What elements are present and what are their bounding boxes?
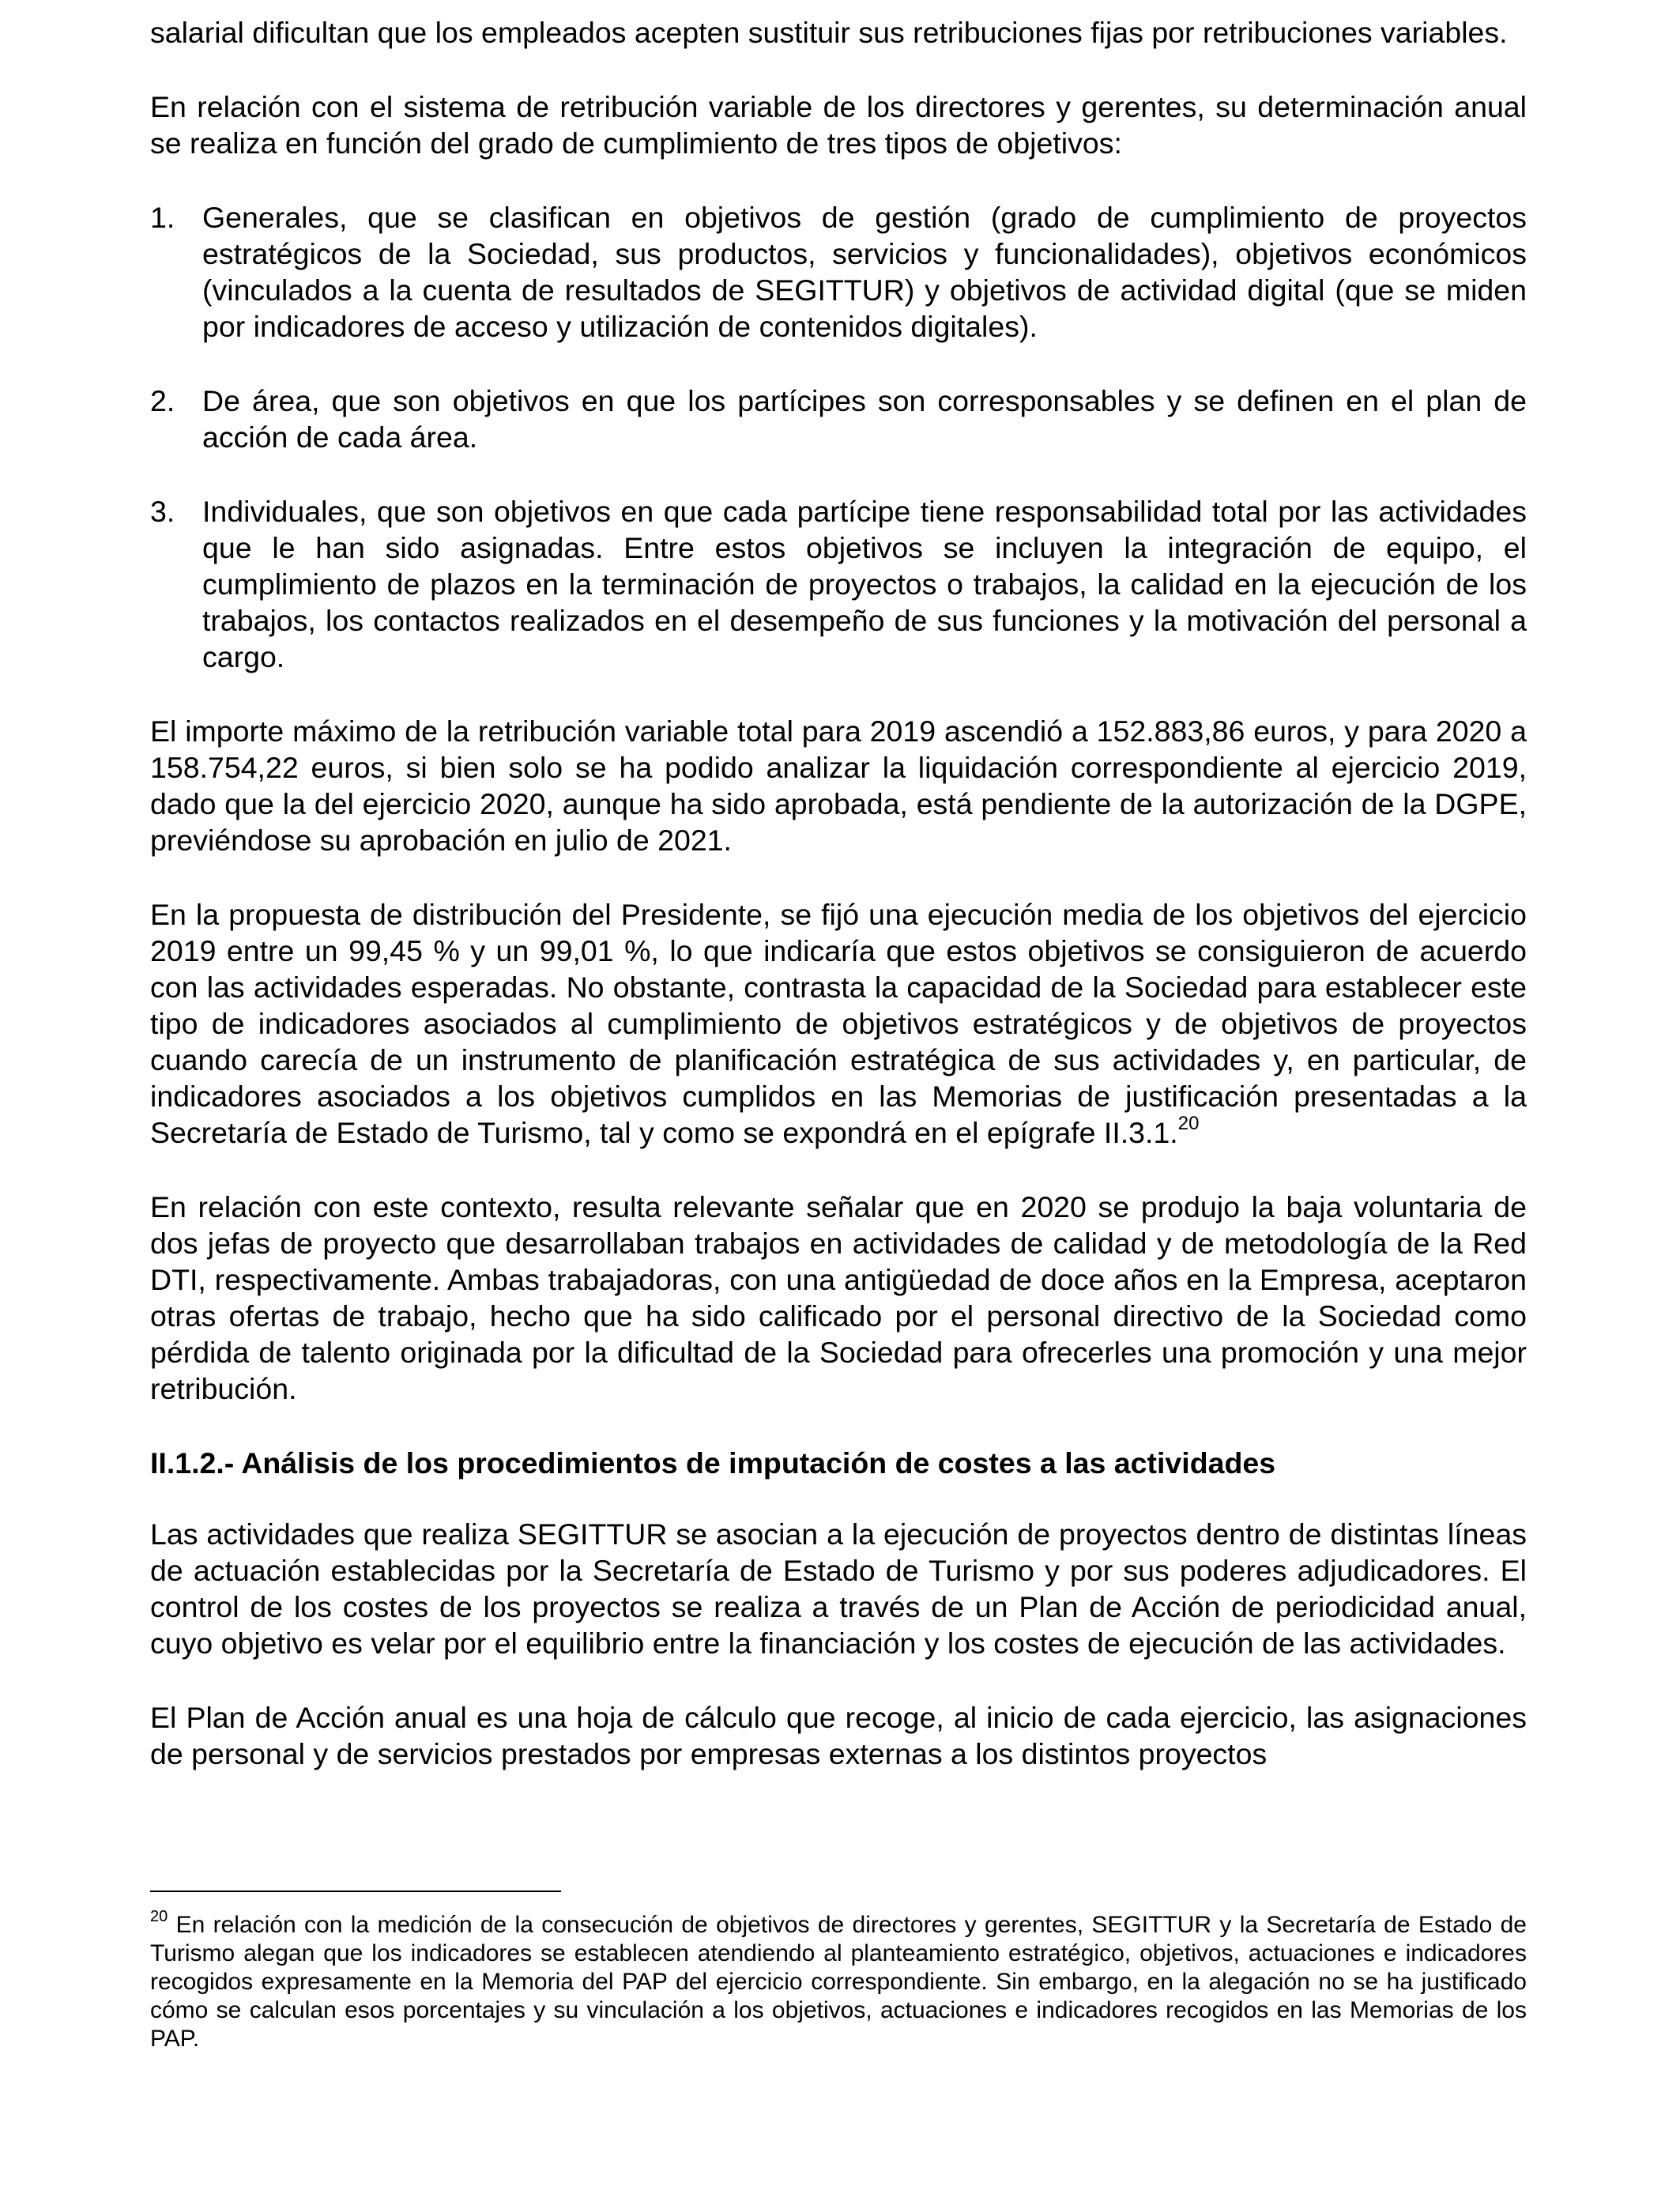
document-page [150,14,1527,1810]
paragraph: Las actividades que realiza SEGITTUR se asocian a la ejecución de proyectos dentro de distintas líneas de actuación establecidas por la Secretaría de Estado de Turismo y por sus poderes adjudicadores. El control de los costes de los proyectos se realiza a través de un Plan de Acción de periodicidad anual, cuyo objetivo es velar por el equilibrio entre la financiación y los costes de ejecución de las actividades. [150,1517,1527,1660]
paragraph: En relación con este contexto, resulta relevante señalar que en 2020 se produjo la baja voluntaria de dos jefas de proyecto que desarrollaban trabajos en actividades de calidad y de metodología de la Red DTI, respectivamente. Ambas trabajadoras, con una antigüedad de doce años en la Empresa, aceptaron otras ofertas de trabajo, hecho que ha sido calificado por el personal directivo de la Sociedad como pérdida de talento originada por la dificultad de la Sociedad para ofrecerles una promoción y una mejor retribución. [150,1190,1527,1405]
footnote-text: En relación con la medición de la consecución de objetivos de directores y gerentes, SEGITTUR y la Secretaría de Estado de Turismo alegan que los indicadores se establecen atendiendo al planteamiento estratégico, objetivos, actuaciones e indicadores recogidos expresamente en la Memoria del PAP del ejercicio correspondiente. Sin embargo, en la alegación no se ha justificado cómo se calculan esos porcentajes y su vinculación a los objetivos, actuaciones e indicadores recogidos en las Memorias de los PAP. [150,1912,1527,2052]
list-number: 3. [150,495,175,528]
list-number: 2. [150,384,175,417]
list-item [150,383,1527,455]
paragraph [150,896,1527,1151]
paragraph-text: En la propuesta de distribución del Presidente, se fijó una ejecución media de los objetivos del ejercicio 2019 entre un 99,45 % y un 99,01 %, lo que indicaría que estos objetivos se consiguieron de acuerdo con las actividades esperadas. No obstante, contrasta la capacidad de la Sociedad para establecer este tipo de indicadores asociados al cumplimiento de objetivos estratégicos y de objetivos de proyectos cuando carecía de un instrumento de planificación estratégica de sus actividades y, en particular, de indicadores asociados a los objetivos cumplidos en las Memorias de justificación presentadas a la Secretaría de Estado de Turismo, tal y como se expondrá en el epígrafe II.3.1. [150,898,1527,1149]
list-item [150,493,1527,675]
paragraph: El Plan de Acción anual es una hoja de cálculo que recoge, al inicio de cada ejercicio, las asignaciones de personal y de servicios prestados por empresas externas a los distintos proyectos [150,1701,1527,1770]
footnote-reference[interactable]: 20 [1177,1112,1200,1134]
list-item-text: Generales, que se clasifican en objetivos de gestión (grado de cumplimiento de proyectos estratégicos de la Sociedad, sus productos, servicios y funcionalidades), objetivos económicos (vinculados a la cuenta de resultados de SEGITTUR) y objetivos de actividad digital (que se miden por indicadores de acceso y utilización de contenidos digitales). [202,201,1527,343]
list-number: 1. [150,201,175,234]
paragraph: En relación con el sistema de retribución variable de los directores y gerentes, su determinación anual se realiza en función del grado de cumplimiento de tres tipos de objetivos: [150,90,1527,160]
paragraph: salarial dificultan que los empleados acepten sustituir sus retribuciones fijas por retribuciones variables. [150,16,1508,49]
list-item [150,199,1527,345]
footnote [150,1908,1527,2053]
footnote-number: 20 [150,1908,168,1925]
section-heading: II.1.2.- Análisis de los procedimientos de imputación de costes a las actividades [150,1446,1276,1480]
footnote-divider [150,1891,561,1892]
list-item-text: De área, que son objetivos en que los partícipes son corresponsables y se definen en el plan de acción de cada área. [202,384,1527,454]
list-item-text: Individuales, que son objetivos en que cada partícipe tiene responsabilidad total por las actividades que le han sido asignadas. Entre estos objetivos se incluyen la integración de equipo, el cumplimiento de plazos en la terminación de proyectos o trabajos, la calidad en la ejecución de los trabajos, los contactos realizados en el desempeño de sus funciones y la motivación del personal a cargo. [202,495,1527,673]
paragraph: El importe máximo de la retribución variable total para 2019 ascendió a 152.883,86 euros, y para 2020 a 158.754,22 euros, si bien solo se ha podido analizar la liquidación correspondiente al ejercicio 2019, dado que la del ejercicio 2020, aunque ha sido aprobada, está pendiente de la autorización de la DGPE, previéndose su aprobación en julio de 2021. [150,714,1527,857]
